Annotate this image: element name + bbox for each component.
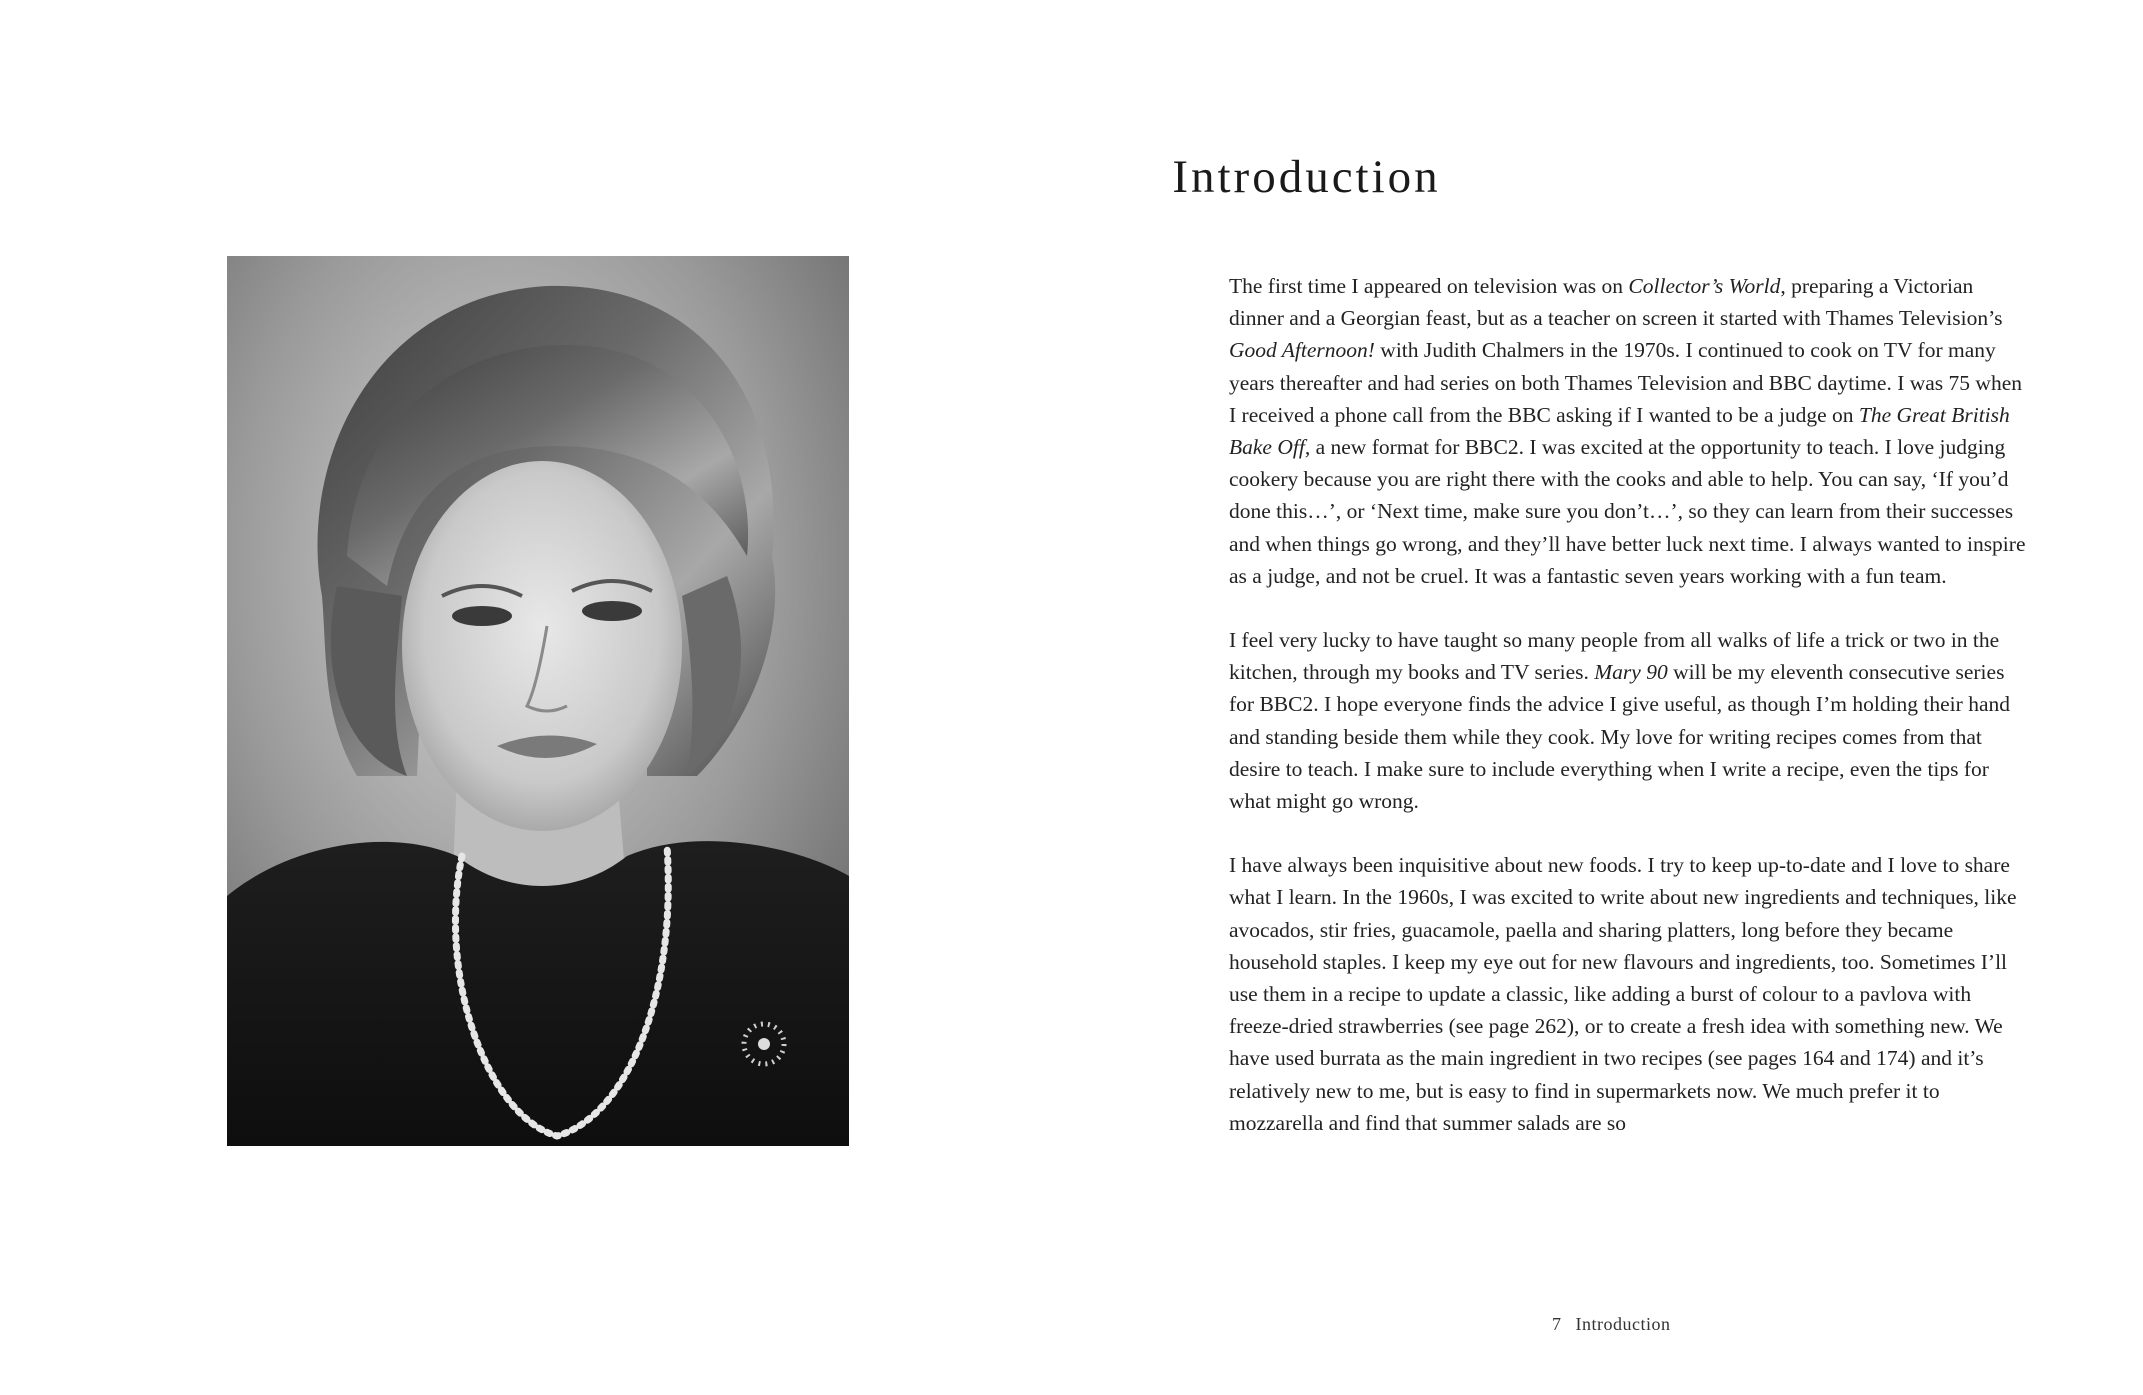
text-run: I have always been inquisitive about new foods. I try to keep up-to-date and I love to share what I learn. In the 1960s, I was excited to write about new ingredients and techniques, like avocados, stir fries, guacamole, paella and sharing platters, long before they became household staples. I keep my eye out for new flavours and ingredients, too. Sometimes I’ll use them in a recipe to update a classic, like adding a burst of colour to a pavlova with freeze-dried strawberries (see page 262), or to create a fresh idea with something new. We have used burrata as the main ingredient in two recipes (see pages 164 and 174) and it’s relatively new to me, but is easy to find in supermarkets now. We much prefer it to mozzarella and find that summer salads are so (1229, 853, 2017, 1135)
page-title: Introduction (1172, 151, 1441, 203)
text-run: with Judith Chalmers in the 1970s. I continued to cook on TV for many years thereafter and had series on both Thames Television and BBC daytime. I was 75 when I received a phone call from the BBC asking if I wanted to be a judge on (1229, 338, 2022, 427)
running-section-title: Introduction (1575, 1314, 1671, 1334)
paragraph-2 (1229, 624, 2029, 817)
portrait-photo (227, 256, 849, 1146)
portrait-image (227, 256, 849, 1146)
text-run: The first time I appeared on television was on (1229, 274, 1629, 298)
page-footer (1552, 1314, 1670, 1335)
left-page (0, 0, 1071, 1395)
italic-title-run: Good Afternoon! (1229, 338, 1375, 363)
italic-title-run: Mary 90 (1594, 660, 1668, 685)
italic-title-run: Collector’s World (1628, 274, 1781, 298)
text-run: a new format for BBC2. I was excited at the opportunity to teach. I love judging cookery because you are right there with the cooks and able to help. You can say, ‘If you’d done this…’, or ‘Next time, make sure you don’t…’, so they can learn from their successes and when things go wrong, and they’ll have better luck next time. I always wanted to inspire as a judge, and not be cruel. It was a fantastic seven years working with a fun team. (1229, 435, 2026, 588)
introduction-body (1229, 270, 2029, 1171)
page-number: 7 (1552, 1314, 1562, 1334)
text-run: I feel very lucky to have taught so many people from all walks of life a trick or two in the kitchen, through my books and TV series. (1229, 628, 2000, 685)
paragraph-1 (1229, 270, 2029, 592)
italic-title-run: The Great British Bake Off, (1229, 402, 2010, 460)
text-run: will be my eleventh consecutive series for BBC2. I hope everyone finds the advice I give useful, as though I’m holding their hand and standing beside them while they cook. My love for writing recipes comes from that desire to teach. I make sure to include everything when I write a recipe, even the tips for what might go wrong. (1229, 660, 2010, 814)
text-run: , preparing a Victorian dinner and a Georgian feast, but as a teacher on screen it started with Thames Television’s (1229, 274, 2003, 331)
paragraph-3 (1229, 849, 2029, 1139)
